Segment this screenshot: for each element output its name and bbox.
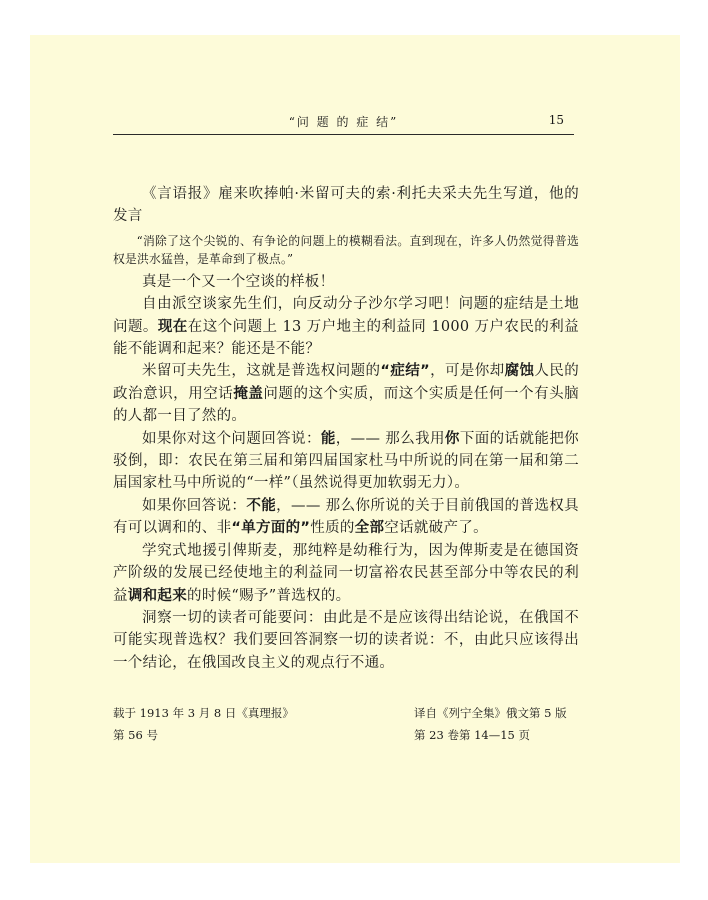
text-run: 人民的政治意识，用空话 xyxy=(113,363,579,402)
source-note xyxy=(113,702,579,746)
emphasis: 现在 xyxy=(157,318,188,335)
text-run: 在这个问题上 13 万户地主的利益同 1000 万户农民的利益能不能调和起来？能还是不能？ xyxy=(113,318,579,358)
emphasis: 全部 xyxy=(354,520,385,537)
text-run: 如果你回答说： xyxy=(142,497,247,514)
emphasis: 腐蚀 xyxy=(504,363,535,380)
paragraph-1: 《言语报》雇来吹捧帕·米留可夫的索·利托夫采夫先生写道，他的发言 xyxy=(113,186,579,225)
paragraph-2: 真是一个又一个空谈的样板！ xyxy=(142,273,335,290)
page-number: 15 xyxy=(548,113,564,127)
running-title: “问 题 的 症 结” xyxy=(288,115,399,129)
text-run: ，可是你却 xyxy=(429,363,505,380)
paragraph-8: 洞察一切的读者可能要问：由此是不是应该得出结论说，在俄国不可能实现普选权？我们要回答洞察一切的读者说：不，由此只应该得出一个结论，在俄国改良主义的观点行不通。 xyxy=(113,609,579,671)
text-run: 下面的话就能把你驳倒，即：农民在第三届和第四届国家杜马中所说的同在第一届和第二届国家杜马中所说的“一样”（虽然说得更加软弱无力）。 xyxy=(113,430,579,492)
text-run: 学究式地援引俾斯麦，那纯粹是幼稚行为，因为俾斯麦是在德国资产阶级的发展已经使地主的利益同一切富裕农民甚至部分中等农民的利益 xyxy=(113,542,579,604)
source-row xyxy=(113,702,579,724)
paragraph-3 xyxy=(113,293,579,360)
volume-pages: 第 23 卷第 14—15 页 xyxy=(414,728,531,742)
text-run: 问题的这个实质，而这个实质是任何一个有头脑的人都一目了然的。 xyxy=(113,385,579,425)
publication-info: 载于 1913 年 3 月 8 日《真理报》 xyxy=(113,706,294,720)
emphasis: 能 xyxy=(320,430,336,447)
text-run: ，—— 那么你所说的关于目前俄国的普选权具有可以调和的、非 xyxy=(113,497,579,537)
translation-source: 译自《列宁全集》俄文第 5 版 xyxy=(414,706,567,720)
issue-number: 第 56 号 xyxy=(113,728,158,742)
emphasis: 调和起来 xyxy=(127,587,188,604)
emphasis: 掩盖 xyxy=(233,385,264,402)
text-run: 性质的 xyxy=(310,520,355,537)
text-run: 空话就破产了。 xyxy=(384,520,488,537)
block-quote: “消除了这个尖锐的、有争论的问题上的模糊看法。直到现在，许多人仍然觉得普选权是洪水猛兽，是革命到了极点。” xyxy=(113,233,579,267)
text-run: 自由派空谈家先生们，向反动分子沙尔学习吧！问题的症结是土地问题。 xyxy=(113,296,579,335)
emphasis: 不能 xyxy=(246,497,277,514)
paragraph-5 xyxy=(113,428,579,495)
body-text xyxy=(113,183,579,674)
paragraph-6 xyxy=(113,495,579,540)
text-run: 米留可夫先生，这就是普选权问题的 xyxy=(142,363,381,380)
emphasis: “症结” xyxy=(380,363,430,380)
page-header xyxy=(113,112,574,135)
paragraph-7 xyxy=(113,540,579,607)
source-row xyxy=(113,724,579,746)
text-run: 如果你对这个问题回答说： xyxy=(142,430,321,447)
text-run: 的时候“赐予”普选权的。 xyxy=(187,587,351,604)
paragraph-4 xyxy=(113,360,579,427)
emphasis: 你 xyxy=(444,430,460,447)
emphasis: “单方面的” xyxy=(231,520,311,537)
text-run: ，—— 那么我用 xyxy=(335,430,445,447)
